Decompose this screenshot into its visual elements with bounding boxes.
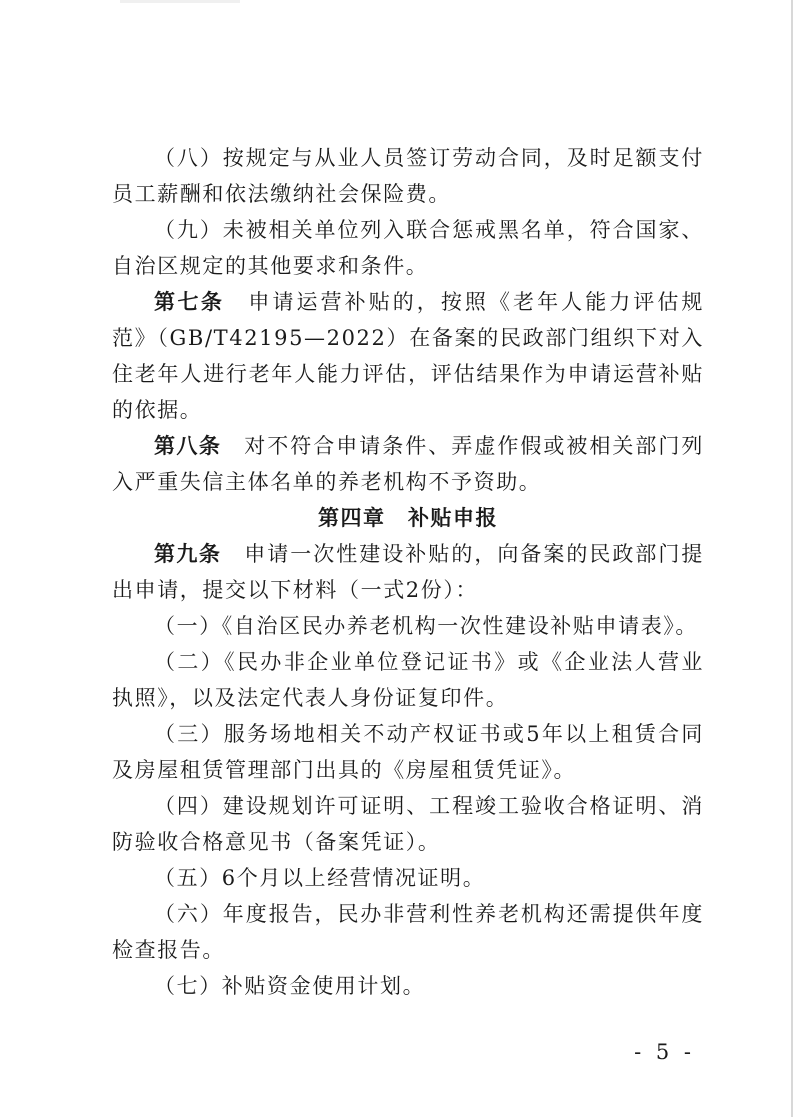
paragraph-text: （三）服务场地相关不动产权证书或5年以上租赁合同及房屋租赁管理部门出具的《房屋租赁凭证》。 bbox=[112, 722, 704, 782]
scan-edge-mark bbox=[120, 0, 240, 3]
material-item-2 bbox=[112, 644, 704, 716]
paragraph-text: （六）年度报告，民办非营利性养老机构还需提供年度检查报告。 bbox=[112, 902, 704, 962]
page-number: - 5 - bbox=[634, 1040, 695, 1064]
article-text: 对不符合申请条件、弄虚作假或被相关部门列入严重失信主体名单的养老机构不予资助。 bbox=[112, 434, 704, 494]
paragraph-text: （五）6个月以上经营情况证明。 bbox=[154, 866, 486, 890]
article-text: 申请一次性建设补贴的，向备案的民政部门提出申请，提交以下材料（一式2份）： bbox=[112, 542, 704, 602]
paragraph-item-9 bbox=[112, 212, 704, 284]
article-label: 第七条 bbox=[154, 290, 225, 314]
article-text: 申请运营补贴的，按照《老年人能力评估规范》（GB/T42195—2022）在备案的民政部门组织下对入住老年人进行老年人能力评估，评估结果作为申请运营补贴的依据。 bbox=[112, 290, 705, 422]
article-9 bbox=[112, 536, 704, 608]
paragraph-item-8 bbox=[112, 140, 704, 212]
paragraph-text: （八）按规定与从业人员签订劳动合同，及时足额支付员工薪酬和依法缴纳社会保险费。 bbox=[112, 146, 704, 206]
material-item-3 bbox=[112, 716, 704, 788]
article-7 bbox=[112, 284, 704, 428]
article-label: 第九条 bbox=[154, 542, 222, 566]
material-item-4 bbox=[112, 788, 704, 860]
material-item-5 bbox=[112, 860, 704, 896]
paragraph-text: （七）补贴资金使用计划。 bbox=[154, 974, 426, 998]
document-body bbox=[112, 140, 704, 1004]
paragraph-text: （一）《自治区民办养老机构一次性建设补贴申请表》。 bbox=[154, 614, 698, 638]
paragraph-text: （二）《民办非企业单位登记证书》或《企业法人营业执照》，以及法定代表人身份证复印件。 bbox=[112, 650, 704, 710]
chapter-title: 第四章 补贴申报 bbox=[318, 506, 498, 530]
material-item-7 bbox=[112, 968, 704, 1004]
article-8 bbox=[112, 428, 704, 500]
paragraph-text: （九）未被相关单位列入联合惩戒黑名单，符合国家、自治区规定的其他要求和条件。 bbox=[112, 218, 704, 278]
material-item-1 bbox=[112, 608, 704, 644]
article-label: 第八条 bbox=[154, 434, 222, 458]
paragraph-text: （四）建设规划许可证明、工程竣工验收合格证明、消防验收合格意见书（备案凭证）。 bbox=[112, 794, 704, 854]
material-item-6 bbox=[112, 896, 704, 968]
